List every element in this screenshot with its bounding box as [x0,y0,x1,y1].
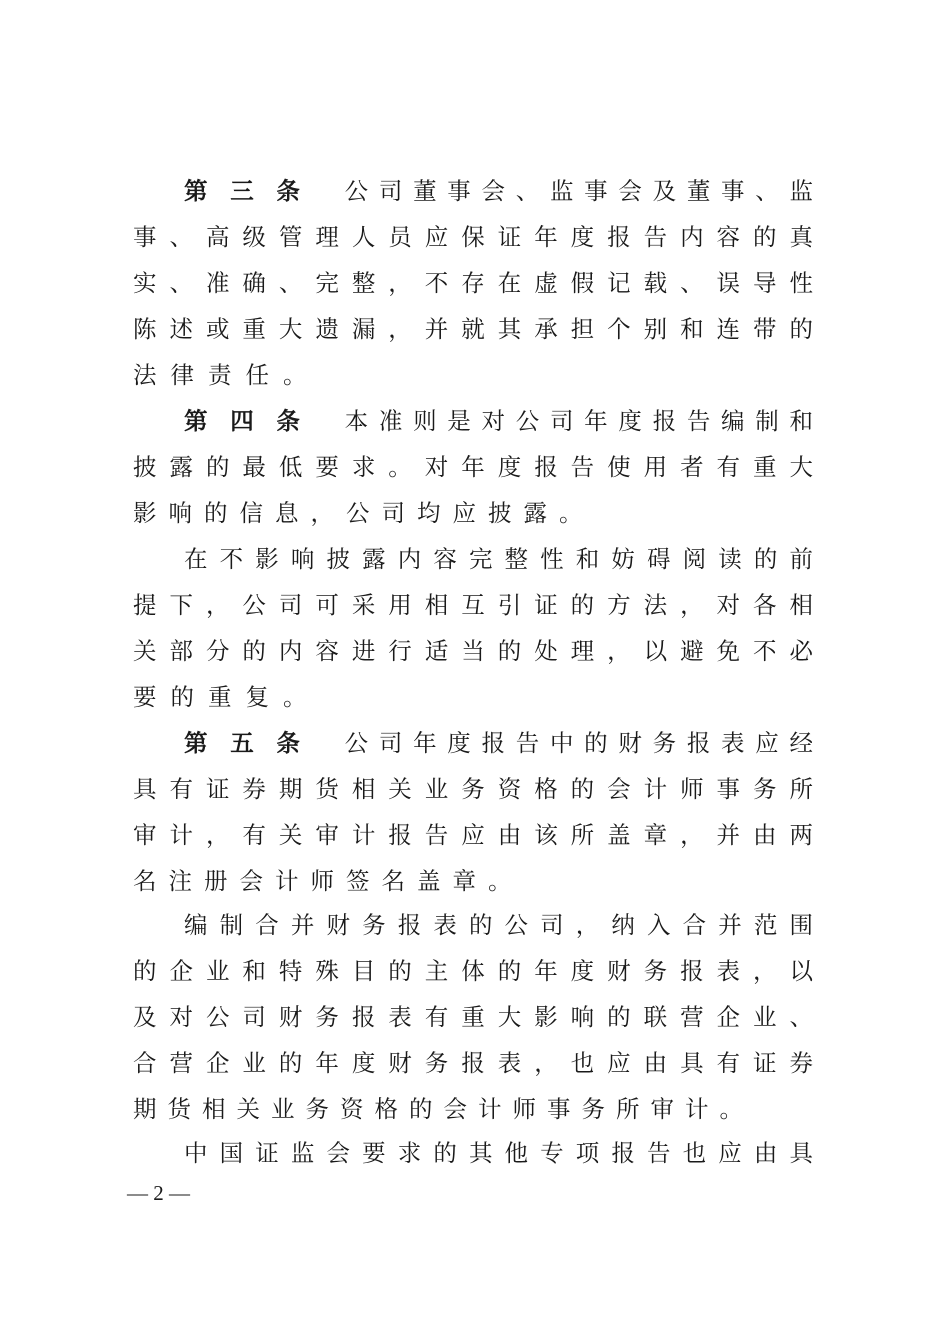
article-5-line-2: 具有证券期货相关业务资格的会计师事务所 [133,775,813,803]
crossref-line-2: 提下，公司可采用相互引证的方法，对各相 [133,591,813,619]
consolidated-line-2: 的企业和特殊目的主体的年度财务报表，以 [133,957,813,985]
article-4-heading: 第四条 [184,407,323,435]
article-3-line-2: 事、高级管理人员应保证年度报告内容的真 [133,223,813,251]
page-number: — 2 — [127,1181,190,1205]
article-5-line-4: 名注册会计师签名盖章。 [133,867,524,895]
article-3-text: 公司董事会、监事会及董事、监 [344,177,813,205]
special-reports-line-1: 中国证监会要求的其他专项报告也应由具 [184,1139,813,1167]
article-5-heading: 第五条 [184,729,323,757]
article-3-line-3: 实、准确、完整，不存在虚假记载、误导性 [133,269,813,297]
article-3-line-1 [184,171,813,211]
consolidated-line-1: 编制合并财务报表的公司，纳入合并范围 [184,911,813,939]
article-3-line-5: 法律责任。 [133,361,321,389]
article-5-text: 公司年度报告中的财务报表应经 [344,729,813,757]
article-5-line-3: 审计，有关审计报告应由该所盖章，并由两 [133,821,813,849]
article-3-heading: 第三条 [184,177,323,205]
article-4-line-1 [184,401,813,441]
consolidated-line-4: 合营企业的年度财务报表，也应由具有证券 [133,1049,813,1077]
consolidated-line-5: 期货相关业务资格的会计师事务所审计。 [133,1095,754,1123]
consolidated-line-3: 及对公司财务报表有重大影响的联营企业、 [133,1003,813,1031]
crossref-line-3: 关部分的内容进行适当的处理，以避免不必 [133,637,813,665]
article-4-line-2: 披露的最低要求。对年度报告使用者有重大 [133,453,813,481]
article-5-line-1 [184,723,813,763]
crossref-line-1: 在不影响披露内容完整性和妨碍阅读的前 [184,545,813,573]
article-3-line-4: 陈述或重大遗漏，并就其承担个别和连带的 [133,315,813,343]
article-4-line-3: 影响的信息，公司均应披露。 [133,499,595,527]
crossref-line-4: 要的重复。 [133,683,321,711]
article-4-text: 本准则是对公司年度报告编制和 [344,407,813,435]
